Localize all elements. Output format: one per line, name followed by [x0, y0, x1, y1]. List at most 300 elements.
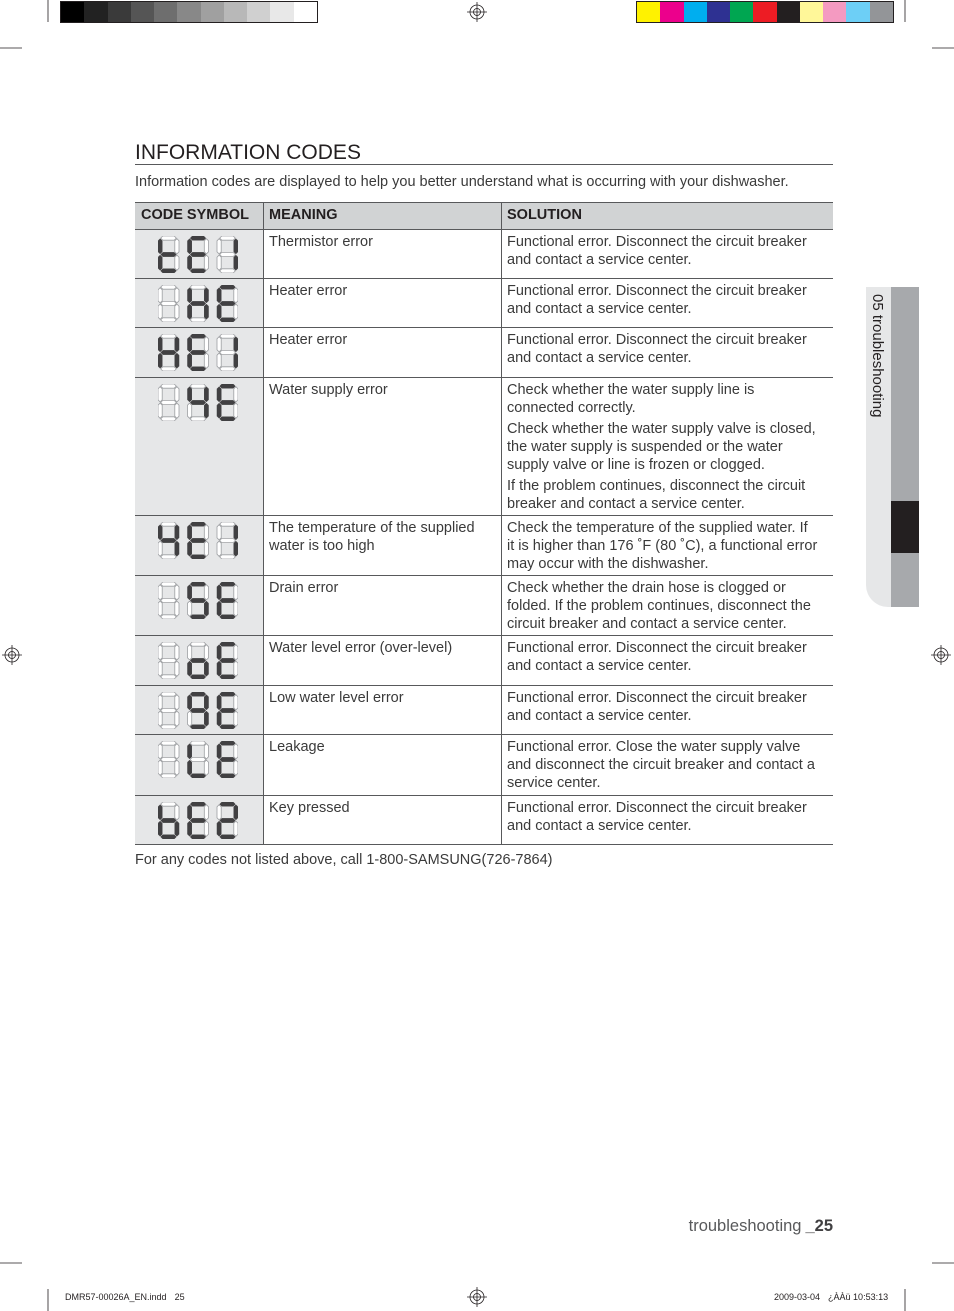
color-patch	[846, 2, 869, 22]
lcd-segment-on	[158, 337, 162, 352]
lcd-digit	[188, 642, 209, 679]
solution-text: and disconnect the circuit breaker and contact a	[507, 757, 815, 773]
lcd-segment-off	[188, 645, 192, 660]
lcd-segment-on	[175, 541, 179, 556]
lcd-segment-off	[158, 601, 162, 616]
slug-time: ¿ÀÀü 10:53:13	[828, 1292, 889, 1302]
lcd-digit	[158, 642, 179, 679]
lcd-segment-off	[175, 288, 179, 303]
lcd-segment-off	[175, 711, 179, 726]
lcd-segment-off	[220, 367, 236, 371]
lcd-segment-off	[161, 334, 177, 338]
table-row	[135, 279, 833, 328]
lcd-segment-off	[217, 337, 221, 352]
color-patch	[154, 2, 177, 22]
lcd-segment-on	[188, 661, 192, 676]
registration-mark-left	[2, 645, 22, 665]
lcd-segment-off	[220, 555, 236, 559]
code-symbol-display	[158, 802, 238, 839]
lcd-segment-off	[158, 585, 162, 600]
lcd-segment-on	[190, 269, 206, 273]
lcd-segment-on	[188, 585, 192, 600]
lcd-digit	[188, 741, 209, 778]
lcd-segment-off	[190, 642, 206, 646]
solution-cell	[501, 796, 833, 844]
lcd-digit	[188, 802, 209, 839]
meaning-text: Water supply error	[269, 382, 388, 398]
color-patch	[777, 2, 800, 22]
lcd-segment-on	[220, 642, 236, 646]
lcd-segment-off	[175, 744, 179, 759]
lcd-segment-on	[220, 692, 236, 696]
lcd-digit	[217, 741, 238, 778]
lcd-digit	[217, 384, 238, 421]
solution-cell	[501, 230, 833, 278]
solution-text: may occur with the dishwasher.	[507, 556, 709, 572]
lcd-segment-on	[158, 239, 162, 254]
meaning-cell	[263, 279, 501, 327]
lcd-segment-on	[190, 774, 206, 778]
lcd-segment-off	[161, 522, 177, 526]
lcd-segment-on	[220, 708, 236, 712]
lcd-segment-off	[161, 400, 177, 404]
meaning-cell	[263, 735, 501, 795]
lcd-segment-off	[188, 403, 192, 418]
lcd-segment-on	[220, 818, 236, 822]
lcd-segment-on	[234, 805, 238, 820]
code-cell	[135, 328, 263, 377]
lcd-segment-on	[190, 802, 206, 806]
solution-text: circuit breaker and contact a service center.	[507, 616, 787, 632]
solution-text: and contact a service center.	[507, 252, 692, 268]
lcd-segment-on	[190, 598, 206, 602]
lcd-digit	[217, 522, 238, 559]
lcd-segment-off	[190, 285, 206, 289]
solution-text: and contact a service center.	[507, 301, 692, 317]
lcd-segment-on	[190, 301, 206, 305]
solution-text: folded. If the problem continues, disconnect the	[507, 598, 811, 614]
lcd-segment-off	[161, 658, 177, 662]
solution-paragraph	[507, 282, 833, 318]
table-row	[135, 735, 833, 796]
lcd-segment-off	[190, 384, 206, 388]
lcd-segment-off	[234, 760, 238, 775]
color-patch	[108, 2, 131, 22]
solution-text: If the problem continues, disconnect the circuit	[507, 478, 806, 494]
lcd-segment-on	[190, 692, 206, 696]
lcd-segment-off	[204, 805, 208, 820]
meaning-text: Leakage	[269, 739, 325, 755]
lcd-segment-on	[175, 353, 179, 368]
lcd-digit	[158, 692, 179, 729]
lcd-digit	[158, 285, 179, 322]
lcd-segment-on	[175, 821, 179, 836]
solution-text: Functional error. Close the water supply valve	[507, 739, 801, 755]
code-cell	[135, 686, 263, 734]
table-row	[135, 328, 833, 378]
solution-paragraph	[507, 331, 833, 367]
lcd-segment-off	[220, 252, 236, 256]
lcd-segment-off	[158, 541, 162, 556]
lcd-segment-on	[188, 387, 192, 402]
lcd-digit	[188, 285, 209, 322]
lcd-segment-off	[204, 353, 208, 368]
lcd-segment-off	[175, 585, 179, 600]
lcd-segment-on	[234, 239, 238, 254]
lcd-segment-on	[204, 403, 208, 418]
lcd-segment-off	[234, 601, 238, 616]
meaning-cell	[263, 378, 501, 515]
lcd-segment-off	[190, 741, 206, 745]
lcd-segment-off	[161, 615, 177, 619]
crop-mark-bottom-right	[905, 1263, 954, 1311]
code-cell	[135, 516, 263, 575]
meaning-text: Heater error	[269, 332, 348, 348]
lcd-segment-off	[204, 525, 208, 540]
lcd-segment-on	[220, 417, 236, 421]
meaning-text: The temperature of the supplied	[269, 520, 475, 536]
lcd-digit	[158, 522, 179, 559]
lcd-segment-off	[220, 350, 236, 354]
lcd-segment-off	[190, 757, 206, 761]
lcd-segment-on	[188, 255, 192, 270]
meaning-cell	[263, 636, 501, 685]
lcd-segment-off	[175, 387, 179, 402]
lcd-segment-off	[161, 285, 177, 289]
lcd-digit	[158, 582, 179, 619]
lcd-segment-off	[161, 598, 177, 602]
lcd-segment-on	[188, 337, 192, 352]
lcd-segment-off	[204, 337, 208, 352]
table-row	[135, 516, 833, 576]
lcd-segment-on	[158, 353, 162, 368]
lcd-segment-off	[204, 255, 208, 270]
lcd-segment-off	[204, 821, 208, 836]
solution-text: and contact a service center.	[507, 708, 692, 724]
lcd-segment-on	[217, 695, 221, 710]
meaning-text: Key pressed	[269, 800, 350, 816]
lcd-segment-off	[204, 239, 208, 254]
lcd-segment-off	[220, 334, 236, 338]
lcd-segment-off	[175, 645, 179, 660]
meaning-cell	[263, 686, 501, 734]
lcd-segment-off	[234, 585, 238, 600]
solution-text: Functional error. Disconnect the circuit breaker	[507, 234, 807, 250]
lcd-segment-off	[175, 760, 179, 775]
solution-cell	[501, 636, 833, 685]
lcd-segment-on	[220, 835, 236, 839]
lcd-segment-off	[161, 301, 177, 305]
lcd-segment-on	[188, 744, 192, 759]
lcd-segment-on	[217, 760, 221, 775]
lcd-segment-off	[161, 692, 177, 696]
solution-cell	[501, 516, 833, 575]
lcd-segment-on	[220, 675, 236, 679]
code-cell	[135, 735, 263, 795]
lcd-segment-off	[217, 541, 221, 556]
solution-text: the water supply is suspended or the water	[507, 439, 783, 455]
lcd-segment-off	[175, 805, 179, 820]
lcd-digit	[188, 334, 209, 371]
meaning-text: Heater error	[269, 283, 348, 299]
lcd-digit	[217, 236, 238, 273]
lcd-segment-on	[161, 269, 177, 273]
solution-text: Functional error. Disconnect the circuit breaker	[507, 283, 807, 299]
lcd-segment-on	[161, 252, 177, 256]
lcd-segment-off	[217, 805, 221, 820]
code-symbol-display	[158, 285, 238, 322]
solution-text: Functional error. Disconnect the circuit breaker	[507, 800, 807, 816]
lcd-segment-on	[188, 541, 192, 556]
lcd-segment-off	[175, 304, 179, 319]
lcd-segment-on	[204, 695, 208, 710]
color-patch	[684, 2, 707, 22]
page-footer	[689, 1216, 833, 1236]
unlisted-codes-note: For any codes not listed above, call 1-800-SAMSUNG(726-7864)	[135, 852, 553, 868]
lcd-segment-on	[190, 400, 206, 404]
lcd-segment-on	[220, 658, 236, 662]
lcd-digit	[158, 741, 179, 778]
lcd-segment-off	[161, 555, 177, 559]
lcd-segment-off	[234, 744, 238, 759]
lcd-segment-on	[190, 835, 206, 839]
lcd-digit	[158, 802, 179, 839]
table-row	[135, 636, 833, 686]
lcd-segment-off	[161, 236, 177, 240]
lcd-digit	[217, 802, 238, 839]
meaning-text: Thermistor error	[269, 234, 373, 250]
lcd-segment-on	[188, 239, 192, 254]
lcd-segment-on	[190, 538, 206, 542]
lcd-segment-off	[234, 304, 238, 319]
chapter-side-tab	[866, 287, 919, 607]
lcd-segment-on	[190, 725, 206, 729]
solution-cell	[501, 279, 833, 327]
lcd-segment-on	[217, 387, 221, 402]
lcd-segment-on	[220, 285, 236, 289]
solution-text: connected correctly.	[507, 400, 636, 416]
meaning-text: Water level error (over-level)	[269, 640, 453, 656]
lcd-segment-on	[234, 353, 238, 368]
lcd-segment-on	[220, 615, 236, 619]
solution-cell	[501, 686, 833, 734]
color-patch	[823, 2, 846, 22]
lcd-segment-off	[158, 403, 162, 418]
lcd-segment-off	[161, 725, 177, 729]
lcd-segment-on	[217, 744, 221, 759]
lcd-segment-on	[220, 582, 236, 586]
crop-mark-top-left	[0, 0, 48, 48]
lcd-segment-on	[161, 835, 177, 839]
color-patch	[753, 2, 776, 22]
lcd-segment-on	[190, 334, 206, 338]
lcd-segment-off	[161, 741, 177, 745]
color-patch	[247, 2, 270, 22]
lcd-segment-on	[161, 350, 177, 354]
lcd-digit	[188, 582, 209, 619]
lcd-segment-on	[190, 350, 206, 354]
lcd-segment-on	[190, 582, 206, 586]
lcd-segment-off	[158, 661, 162, 676]
lcd-segment-on	[175, 337, 179, 352]
lcd-segment-off	[234, 645, 238, 660]
tab-marker	[891, 501, 919, 553]
table-row	[135, 576, 833, 636]
lcd-segment-on	[158, 821, 162, 836]
process-color-bar	[636, 1, 894, 23]
lcd-segment-on	[175, 525, 179, 540]
lcd-segment-on	[234, 255, 238, 270]
lcd-segment-on	[217, 661, 221, 676]
lcd-segment-on	[217, 711, 221, 726]
solution-paragraph	[507, 639, 833, 675]
lcd-segment-on	[204, 304, 208, 319]
lcd-segment-on	[217, 601, 221, 616]
color-patch	[637, 2, 660, 22]
solution-text: breaker and contact a service center.	[507, 496, 745, 512]
lcd-digit	[217, 582, 238, 619]
solution-paragraph	[507, 689, 833, 725]
solution-text: and contact a service center.	[507, 658, 692, 674]
lcd-segment-off	[158, 288, 162, 303]
lcd-segment-off	[158, 645, 162, 660]
lcd-segment-on	[188, 805, 192, 820]
solution-cell	[501, 576, 833, 635]
lcd-segment-on	[158, 255, 162, 270]
lcd-segment-on	[217, 645, 221, 660]
lcd-segment-off	[175, 255, 179, 270]
lcd-segment-off	[161, 757, 177, 761]
color-patch	[177, 2, 200, 22]
lcd-segment-on	[220, 802, 236, 806]
lcd-segment-on	[158, 525, 162, 540]
lcd-segment-off	[161, 774, 177, 778]
lcd-segment-on	[161, 818, 177, 822]
lcd-segment-off	[220, 269, 236, 273]
lcd-segment-off	[175, 695, 179, 710]
solution-text: Functional error. Disconnect the circuit breaker	[507, 690, 807, 706]
color-patch	[270, 2, 293, 22]
lcd-segment-off	[204, 744, 208, 759]
grayscale-color-bar	[60, 1, 318, 23]
solution-cell	[501, 735, 833, 795]
lcd-segment-off	[204, 645, 208, 660]
lcd-segment-off	[234, 661, 238, 676]
lcd-segment-on	[220, 741, 236, 745]
header-solution: SOLUTION	[501, 203, 833, 229]
tab-band	[891, 287, 919, 607]
lcd-segment-off	[234, 387, 238, 402]
color-patch	[800, 2, 823, 22]
code-cell	[135, 378, 263, 515]
page-title: INFORMATION CODES	[135, 141, 361, 164]
lcd-segment-off	[175, 601, 179, 616]
header-code-symbol: CODE SYMBOL	[141, 207, 249, 223]
lcd-segment-on	[190, 675, 206, 679]
lcd-segment-off	[158, 304, 162, 319]
meaning-text: water is too high	[269, 538, 375, 554]
crop-mark-bottom-left	[0, 1263, 48, 1311]
registration-mark-bottom	[467, 1287, 487, 1307]
lcd-segment-off	[217, 239, 221, 254]
lcd-segment-on	[217, 585, 221, 600]
solution-paragraph	[507, 477, 833, 513]
lcd-segment-off	[204, 541, 208, 556]
lcd-segment-on	[188, 304, 192, 319]
lcd-segment-on	[158, 805, 162, 820]
solution-text: Functional error. Disconnect the circuit breaker	[507, 640, 807, 656]
table-row	[135, 230, 833, 279]
lcd-segment-off	[161, 582, 177, 586]
registration-mark-right	[931, 645, 951, 665]
table-row	[135, 686, 833, 735]
code-symbol-display	[158, 522, 238, 559]
lcd-segment-off	[175, 661, 179, 676]
lcd-segment-off	[234, 711, 238, 726]
meaning-text: Low water level error	[269, 690, 404, 706]
lcd-segment-off	[204, 585, 208, 600]
lcd-segment-off	[234, 288, 238, 303]
color-patch	[84, 2, 107, 22]
code-symbol-display	[158, 334, 238, 371]
lcd-digit	[217, 334, 238, 371]
lcd-segment-off	[158, 695, 162, 710]
lcd-segment-off	[158, 744, 162, 759]
solution-paragraph	[507, 519, 833, 573]
lcd-segment-on	[220, 384, 236, 388]
table-header	[135, 202, 833, 230]
lcd-segment-on	[220, 725, 236, 729]
lcd-segment-on	[190, 522, 206, 526]
solution-text: it is higher than 176 ˚F (80 ˚C), a functional error	[507, 538, 818, 554]
lcd-segment-off	[161, 802, 177, 806]
print-slug-date	[774, 1291, 888, 1303]
lcd-segment-on	[220, 318, 236, 322]
solution-text: Check whether the water supply line is	[507, 382, 755, 398]
lcd-digit	[188, 236, 209, 273]
lcd-segment-on	[220, 774, 236, 778]
code-cell	[135, 796, 263, 844]
lcd-segment-off	[188, 711, 192, 726]
lcd-segment-on	[217, 403, 221, 418]
code-cell	[135, 636, 263, 685]
solution-paragraph	[507, 799, 833, 835]
lcd-segment-on	[234, 541, 238, 556]
lcd-segment-off	[161, 642, 177, 646]
color-patch	[707, 2, 730, 22]
lcd-segment-off	[190, 417, 206, 421]
lcd-segment-off	[161, 675, 177, 679]
lcd-segment-off	[161, 367, 177, 371]
lcd-digit	[188, 692, 209, 729]
code-symbol-display	[158, 741, 238, 778]
lcd-segment-on	[190, 708, 206, 712]
lcd-segment-on	[220, 301, 236, 305]
lcd-segment-off	[190, 318, 206, 322]
lcd-digit	[217, 285, 238, 322]
color-patch	[730, 2, 753, 22]
color-patch	[131, 2, 154, 22]
code-symbol-display	[158, 642, 238, 679]
solution-text: service center.	[507, 775, 601, 791]
code-cell	[135, 576, 263, 635]
lcd-segment-on	[188, 695, 192, 710]
lcd-segment-on	[190, 367, 206, 371]
color-patch	[294, 2, 317, 22]
color-patch	[660, 2, 683, 22]
lcd-digit	[158, 334, 179, 371]
lcd-segment-on	[190, 615, 206, 619]
